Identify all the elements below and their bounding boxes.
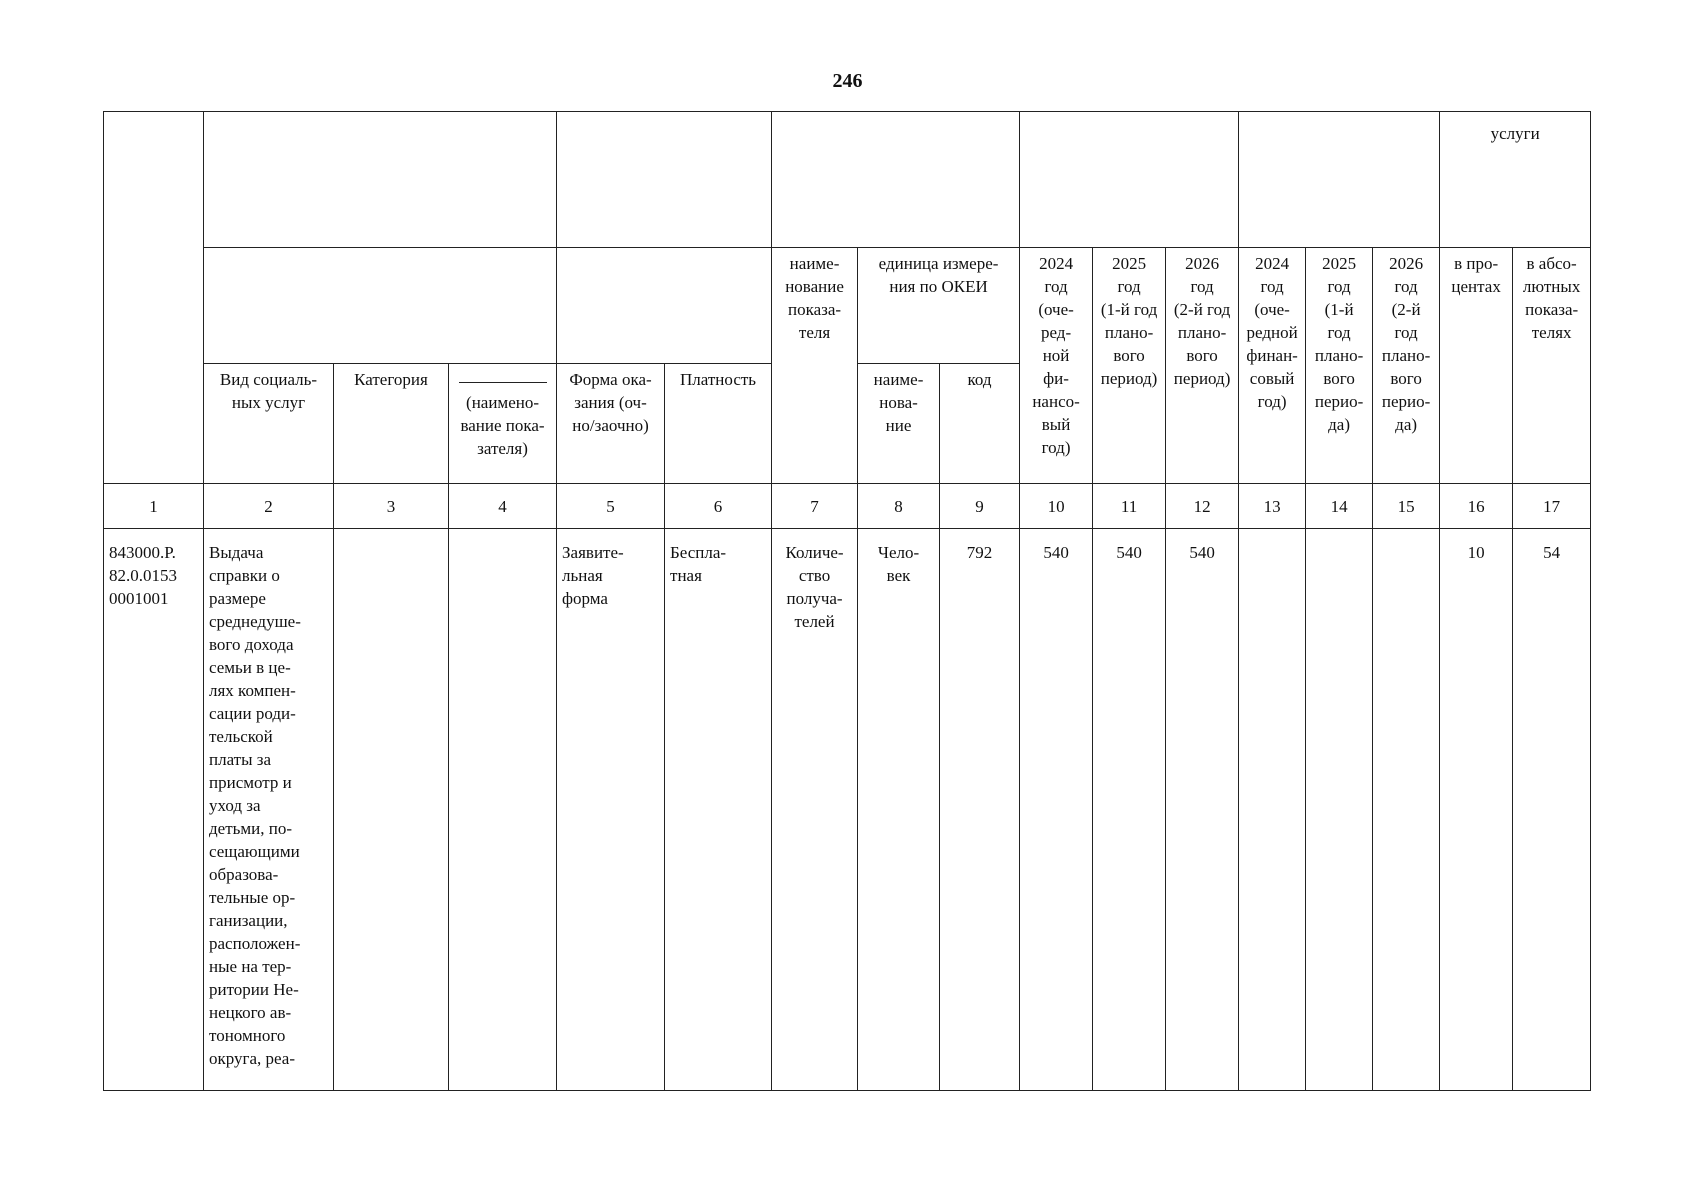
blank-line bbox=[459, 372, 547, 383]
row-registry-code: 843000.Р. 82.0.0153 0001001 bbox=[104, 529, 204, 1091]
header-row-sub bbox=[104, 248, 1591, 364]
header-top-right: услуги bbox=[1440, 112, 1591, 248]
page-number: 246 bbox=[832, 70, 863, 92]
col-number: 7 bbox=[772, 484, 858, 529]
header-unit-name: наиме- нова- ние bbox=[858, 364, 940, 484]
row-indicator bbox=[449, 529, 557, 1091]
header-fee-year-2026: 2026 год (2-й год плано- вого перио- да) bbox=[1373, 248, 1440, 484]
header-col-indicator-blank bbox=[449, 364, 557, 484]
header-col-service-type: Вид социаль- ных услуг bbox=[204, 364, 334, 484]
row-unit-name: Чело- век bbox=[858, 529, 940, 1091]
col-number: 10 bbox=[1020, 484, 1093, 529]
col-number: 3 bbox=[334, 484, 449, 529]
row-deviation-absolute: 54 bbox=[1513, 529, 1591, 1091]
header-year-2026: 2026 год (2-й год плано- вого период) bbox=[1166, 248, 1239, 484]
row-value-2026: 540 bbox=[1166, 529, 1239, 1091]
header-group-indicator bbox=[772, 112, 1020, 248]
column-numbers-row bbox=[104, 484, 1591, 529]
row-service-description: Выдача справки о размере среднедуше- вого дохода семьи в це- лях компен- сации роди- тельской платы за присмотр и уход за детьми, по- сещающими образова- тельные ор- ганизации, расположен- ные на тер- ритории Не- нецкого ав- тономного округа, реа- bbox=[204, 529, 334, 1091]
row-value-2024: 540 bbox=[1020, 529, 1093, 1091]
service-table bbox=[103, 111, 1591, 1091]
row-unit-code: 792 bbox=[940, 529, 1020, 1091]
col-number: 17 bbox=[1513, 484, 1591, 529]
header-blank-content bbox=[204, 248, 557, 364]
col-number: 16 bbox=[1440, 484, 1513, 529]
col-number: 13 bbox=[1239, 484, 1306, 529]
header-deviation-percent: в про- центах bbox=[1440, 248, 1513, 484]
col-number: 6 bbox=[665, 484, 772, 529]
header-unit-okei: единица измере- ния по ОКЕИ bbox=[858, 248, 1020, 364]
header-indicator-name: наиме- нование показа- теля bbox=[772, 248, 858, 484]
header-fee-year-2024: 2024 год (оче- редной финан- совый год) bbox=[1239, 248, 1306, 484]
header-unit-code: код bbox=[940, 364, 1020, 484]
header-blank-conditions bbox=[557, 248, 772, 364]
col-number: 11 bbox=[1093, 484, 1166, 529]
header-col-payment: Платность bbox=[665, 364, 772, 484]
header-deviation-absolute: в абсо- лютных показа- телях bbox=[1513, 248, 1591, 484]
header-col-indicator-caption: (наимено- вание пока- зателя) bbox=[460, 393, 545, 458]
row-payment: Беспла- тная bbox=[665, 529, 772, 1091]
header-fee-year-2025: 2025 год (1-й год плано- вого перио- да) bbox=[1306, 248, 1373, 484]
col-number: 2 bbox=[204, 484, 334, 529]
header-col-category: Категория bbox=[334, 364, 449, 484]
row-fee-2025 bbox=[1306, 529, 1373, 1091]
header-group-fees bbox=[1239, 112, 1440, 248]
table-row bbox=[104, 529, 1591, 1091]
header-cell-col1 bbox=[104, 112, 204, 484]
col-number: 15 bbox=[1373, 484, 1440, 529]
row-indicator-name: Количе- ство получа- телей bbox=[772, 529, 858, 1091]
col-number: 4 bbox=[449, 484, 557, 529]
header-group-conditions bbox=[557, 112, 772, 248]
row-form: Заявите- льная форма bbox=[557, 529, 665, 1091]
row-deviation-percent: 10 bbox=[1440, 529, 1513, 1091]
header-row-top bbox=[104, 112, 1591, 248]
col-number: 14 bbox=[1306, 484, 1373, 529]
col-number: 9 bbox=[940, 484, 1020, 529]
col-number: 1 bbox=[104, 484, 204, 529]
row-value-2025: 540 bbox=[1093, 529, 1166, 1091]
header-year-2024: 2024 год (оче- ред- ной фи- нансо- вый год) bbox=[1020, 248, 1093, 484]
header-year-2025: 2025 год (1-й год плано- вого период) bbox=[1093, 248, 1166, 484]
row-category bbox=[334, 529, 449, 1091]
row-fee-2026 bbox=[1373, 529, 1440, 1091]
header-col-form: Форма ока- зания (оч- но/заочно) bbox=[557, 364, 665, 484]
col-number: 5 bbox=[557, 484, 665, 529]
col-number: 8 bbox=[858, 484, 940, 529]
header-group-content bbox=[204, 112, 557, 248]
col-number: 12 bbox=[1166, 484, 1239, 529]
row-fee-2024 bbox=[1239, 529, 1306, 1091]
header-group-values bbox=[1020, 112, 1239, 248]
